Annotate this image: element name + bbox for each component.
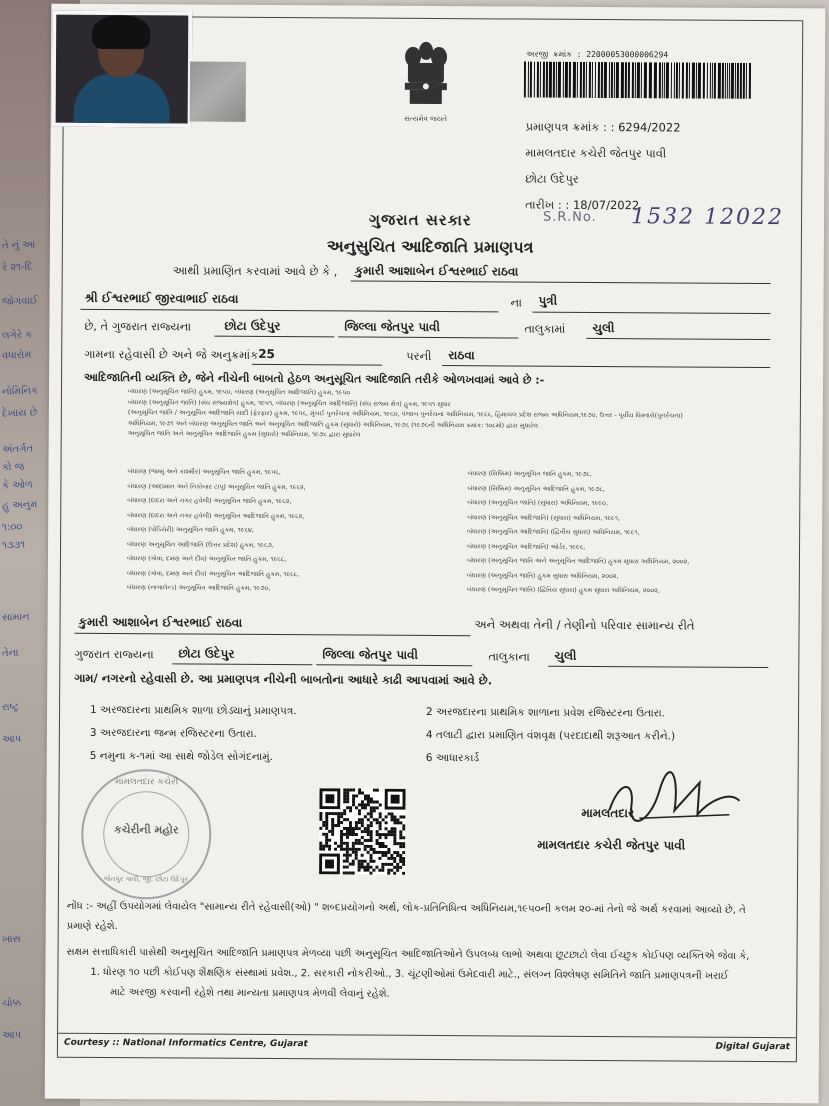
serial-value: 25 [258,346,275,362]
order-item: બંધારણ (પોંડિચેરી) અનુસૂચિત જાતિ હુકમ, ૧૯૬૪, [127,526,254,534]
issuing-office: મામલતદાર કચેરી જેતપુર પાવી [525,145,667,161]
notes-block [67,897,746,941]
bg-fragment: સામાન [1,611,30,624]
underline [351,280,771,284]
bg-fragment: લગેરે ક [1,329,33,342]
footer-brand: Digital Gujarat [715,1041,791,1053]
person-name: કુમારી આશાબેન ઈશ્વરભાઈ રાઠવા [354,263,519,279]
seal-center-text: કચેરીની મહોર [113,823,179,837]
tribe-value: રાઠવા [448,348,475,363]
sr-number-label: S.R.No. [543,209,597,225]
relation-value: પુત્રી [538,293,558,308]
order-item: બંધારણ (આંદામાન અને નિકોબાર ટાપુ) અનુસૂચિત જાતિ હુકમ, ૧૯૬૨, [127,482,306,491]
date-label: તારીખ : [525,197,562,212]
order-item: બંધારણ (ગોવા, દમણ અને દીવ) અનુસૂચિત આદિજાતિ હુકમ, ૧૯૬૮, [126,569,300,578]
order-item: બંધારણ (અનુસૂચિત જાતિ અને અનુસૂચિત આદિજાતિ) હુકમ સુધારા અધિનિયમ, ૨૦૦૨, [466,557,690,566]
document-item: 2 અરજદારના પ્રાથમિક શાળાના પ્રવેશ રજિસ્ટરના ઉતારા. [425,705,666,720]
bg-fragment: દેખાય છે [1,407,38,420]
bg-fragment: ૧૩૩૧ [1,539,26,552]
signatory-office: મામલતદાર કચેરી જેતપુર પાવી [537,837,686,853]
underline [586,338,770,340]
bg-fragment: ચોક્ક [1,997,22,1010]
second-village-value: ચુલી [554,648,577,663]
second-district-value: છોટા ઉદેપુર [178,646,235,661]
document-item: 6 આધારકાર્ડ [425,751,480,765]
footer-divider [58,1033,796,1039]
bg-fragment: કે ઓળ [1,479,33,492]
bg-fragment: નોમિનિક [1,385,39,398]
bg-fragment: આપ [1,1029,22,1042]
applicant-photo [52,11,193,128]
bg-fragment: કો જ [1,461,25,474]
issuing-district: છોટા ઉદેપુર [525,171,579,186]
qr-code [319,788,406,875]
date-value: : 18/07/2022 [565,197,640,213]
cert-no-label: પ્રમાણપત્ર ક્રમાંક : [525,119,607,135]
relation-label: ના [510,295,522,310]
underline [316,664,472,666]
order-line: અધિનિયમ, ૧૯૭૧ અને બંધારણ અનુસૂચિત જાતિ અને અનુસૂચિત આદિજાતિ હુકમ (સુધારો) અધિનિયમ, ૧૯૭૬ (૧૯૭૬ની અધિનિયમ ક્રમાંક: ૧૦૮મો) દ્વારા સુધારેલ [127,419,539,430]
order-item: બંધારણ (દાદરા અને નગર હવેલી) અનુસૂચિત આદિજાતિ હુકમ, ૧૯૬૨, [127,511,305,520]
bg-fragment: હુ અનુમ [1,499,38,512]
document-item: 3 અરજદારના જન્મ રજિસ્ટરના ઉતારા. [89,726,257,740]
underline [548,666,768,668]
tribe-prefix: પરની [406,348,432,363]
note-line: પ્રમાણે રહેશે. [66,920,118,933]
order-item: બંધારણ (અનુસૂચિત જાતિ) હુકમ સુધારા અધિનિયમ, ૨૦૦૨, [466,571,619,580]
family-text: અને અથવા તેની / તેણીનો પરિવાર સામાન્ય રીતે [474,617,695,633]
office-seal [81,769,212,900]
tribe-line: આદિજાતિની વ્યક્તિ છે, જેને નીચેની બાબતો હેઠળ અનુસૂચિત આદિજાતિ તરીકે ઓળખવામાં આવે છે :- [84,370,545,387]
bg-fragment: તેના [1,647,19,660]
order-line: (અનુસૂચિત જાતિ / અનુસૂચિત આદિજાતિ યાદી (ફેરફાર) હુકમ, ૧૯૫૬, મુંબઈ પુનર્રચના અધિનિયમ, ૧૯૬૦, પંજાબ પુનર્રચના અધિનિયમ, ૧૯૬૬, હિમાચલ પ્રદેશ રાજ્ય અધિનિયમ,૧૯૭૦, ઉત્તર - પૂર્વીય વિસ્તારો(પુનર્રચના) [127,409,683,420]
note-line: નોંધ :- અહીં ઉપયોગમાં લેવાયેલ "સામાન્ય રીતે રહેવાસી(ઓ) " શબ્દપ્રયોગનો અર્થ, લોક-પ્રતિનિધિત્વ અધિનિયમ,૧૯૫૦ની કલમ ૨૦-માં તેનો જે અર્થ કરવામાં આવ્યો છે, તે [66,900,746,916]
bg-fragment: આપ [1,733,22,746]
order-item: બંધારણ (સિક્કિમ) અનુસૂચિત જાતિ હુકમ, ૧૯૭૮, [467,470,592,478]
taluka-suffix: તાલુકામાં [524,321,566,336]
barcode [524,62,752,99]
order-line: બંધારણ (અનુસૂચિત જાતિ) હુકમ, ૧૯૫૦, બંધારણ (અનુસૂચિત આદિજાતિ) હુકમ, ૧૯૫૦ [127,388,351,397]
resident-line: ગામ/ નગરનો રહેવાસી છે. આ પ્રમાણપત્ર નીચેની બાબતોના આધારે કાઢી આપવામાં આવે છે. [74,670,493,688]
underline [532,312,770,314]
resident-text: ગામના રહેવાસી છે અને જે અનુક્રમાંક [84,346,259,362]
note-line: માટે અરજી કરવાની રહેશે તથા માન્યતા પ્રમાણપત્ર મેળવી લેવાનું રહેશે. [110,987,390,1000]
underline [252,364,382,366]
order-line: અનુસૂચિત જાતિ અને અનુસૂચિત આદિજાતિ હુકમ (સુધારો) અધિનિયમ, ૧૯૭૬ દ્વારા સુધારેલ [127,430,361,439]
underline [214,336,334,338]
emblem-motto: સત્યમેવ જયતે [404,114,448,124]
order-item: બંધારણ (સિક્કિમ) અનુસૂચિત આદિજાતિ હુકમ, ૧૯૭૮, [467,484,605,493]
order-item: બંધારણ (અનુસૂચિત આદિજાતિ) (દ્વિતીય સુધારા) અધિનિયમ, ૧૯૯૧, [467,528,640,537]
bg-fragment: ૧:૦૦ [1,521,23,534]
government-title: ગુજરાત સરકાર [368,210,472,230]
bg-fragment: વધારોમ [1,349,32,362]
certificate-frame [57,16,803,1063]
documents-right [426,701,676,772]
note-line: 1. ધોરણ ૧૦ પછી કોઈપણ શૈક્ષણિક સંસ્થામાં પ્રવેશ., 2. સરકારી નોકરીઓ., 3. ચૂંટણીઓમાં ઉમેદવારી માટે., સંલગ્ન વિશ્લેષણ સમિતિને જાતિ પ્રમાણપત્રની ખરાઈ [90,966,729,982]
order-item: બંધારણ (અનુસૂચિત જાતિ) (સુધારા) અધિનિયમ, ૧૯૯૦, [467,499,608,508]
orders-right-column [467,467,690,599]
bg-fragment: રાષ્ટ્ર [1,701,20,714]
second-state-prefix: ગુજરાત રાજ્યના [74,646,154,662]
order-item: બંધારણ (અનુસૂચિત જાતિ) (દ્વિતિય સુધારા) હુકમ સુધારા અધિનિયમ, ૨૦૦૨, [466,586,660,595]
application-number: અરજી ક્રમાંક : 22000053000006294 [526,49,669,60]
document-item: 4 તલાટી દ્વારા પ્રમાણિત વંશવૃક્ષ (પરદાદાથી શરૂઆત કરીને.) [425,728,676,743]
orders-block [128,387,683,443]
note-line: સક્ષમ સત્તાધિકારી પાસેથી અનુસૂચિત આદિજાતિ પ્રમાણપત્ર મેળવ્યા પછી અનુસૂચિત આદિજાતિઓને ઉપલબ્ધ લાભો અથવા છૂટછાટો લેવા ઈચ્છુક કોઈપણ વ્યક્તિએ જેવા કે, [66,946,750,962]
signature [579,770,759,831]
footer-courtesy: Courtesy :: National Informatics Centre, Gujarat [63,1037,308,1050]
certificate-meta [525,114,681,219]
certificate-paper [45,4,826,1104]
sr-number-handwritten: 1532 12022 [630,204,785,231]
cert-no-value: : 6294/2022 [610,120,681,135]
underline [172,663,312,665]
document-item: 5 નમુના ક-૧માં આ સાથે જોડેલ સોગંદનામું. [89,749,274,764]
order-line: બંધારણ (અનુસૂચિત જાતિ) (સંઘ રાજ્યક્ષેત્ર) હુકમ, ૧૯૫૧, બંધારણ (અનુસૂચિત આદિજાતિ) (સંઘ રાજ્ય ક્ષેત્ર) હુકમ, ૧૯૫૧ સુધાર [127,398,451,408]
certify-text: આથી પ્રમાણિત કરવામાં આવે છે કે , [172,263,338,279]
second-person-name: કુમારી આશાબેન ઈશ્વરભાઈ રાઠવા [78,614,243,630]
documents-left [90,699,297,769]
bg-fragment: જોગવાઈ [1,295,38,308]
document-title: અનુસુચિત આદિજાતિ પ્રમાણપત્ર [326,236,534,257]
father-name: શ્રી ઈશ્વરભાઈ જીરવાભાઈ રાઠવા [84,290,239,306]
underline [75,633,471,636]
order-item: બંધારણ (નાગાલેન્ડ) અનુસૂચિત આદિજાતિ હુકમ, ૧૯૭૦, [126,584,271,592]
bg-fragment: રે ૨૧-દિ [1,261,33,274]
underline [338,336,518,338]
order-item: બંધારણ અનુસૂચિત આદિજાતિ (ઉત્તર પ્રદેશ) હુકમ, ૧૯૬૭, [127,540,274,549]
signatory-title: મામલતદાર [581,805,635,821]
taluka-label: જિલ્લા જેતપુર પાવી [344,319,441,335]
seal-top-text: મામલતદાર કચેરી [114,777,179,788]
document-item: 1 અરજદારના પ્રાથમિક શાળા છોડ્યાનું પ્રમાણપત્ર. [90,703,297,718]
seal-bottom-text: જેતપુર પાવી, જી. છોટા ઉદેપુર [103,874,189,884]
second-taluka-label: તાલુકાના [488,649,530,664]
order-item: બંધારણ (અનુસૂચિત આદિજાતિ) ઓર્ડર, ૧૯૯૬, [467,542,586,551]
order-item: બંધારણ (ગોવા, દમણ અને દીવ) અનુસૂચિત જાતિ હુકમ, ૧૯૬૮, [126,555,287,564]
bg-fragment: ખાસ [1,933,21,946]
second-district-label: જિલ્લા જેતપુર પાવી [322,647,419,662]
underline [80,309,498,313]
order-item: બંધારણ (અનુસૂચિત આદિજાતિ) (સુધારા) અધિનિયમ, ૧૯૯૧, [467,513,621,522]
eligibility-note [66,943,749,1007]
bg-fragment: અંતર્ગત [1,443,34,456]
order-item: બંધારણ (જમ્મુ અને કાશ્મીર) અનુસૂચિત જાતિ હુકમ, ૧૯૫૬, [127,468,281,477]
village-value: ચુલી [592,320,615,336]
state-prefix: છે, તે ગુજરાત રાજ્યના [84,318,192,334]
state-emblem-icon [396,37,457,121]
orders-left-column [127,465,306,597]
bg-fragment: તે નું આ [1,239,36,252]
order-item: બંધારણ (દાદરા અને નગર હવેલી) અનુસૂચિત જાતિ હુકમ, ૧૯૬૨, [127,497,292,506]
underline [442,365,770,368]
secondary-photo [190,61,246,121]
district-value: છોટા ઉદેપુર [224,318,281,334]
